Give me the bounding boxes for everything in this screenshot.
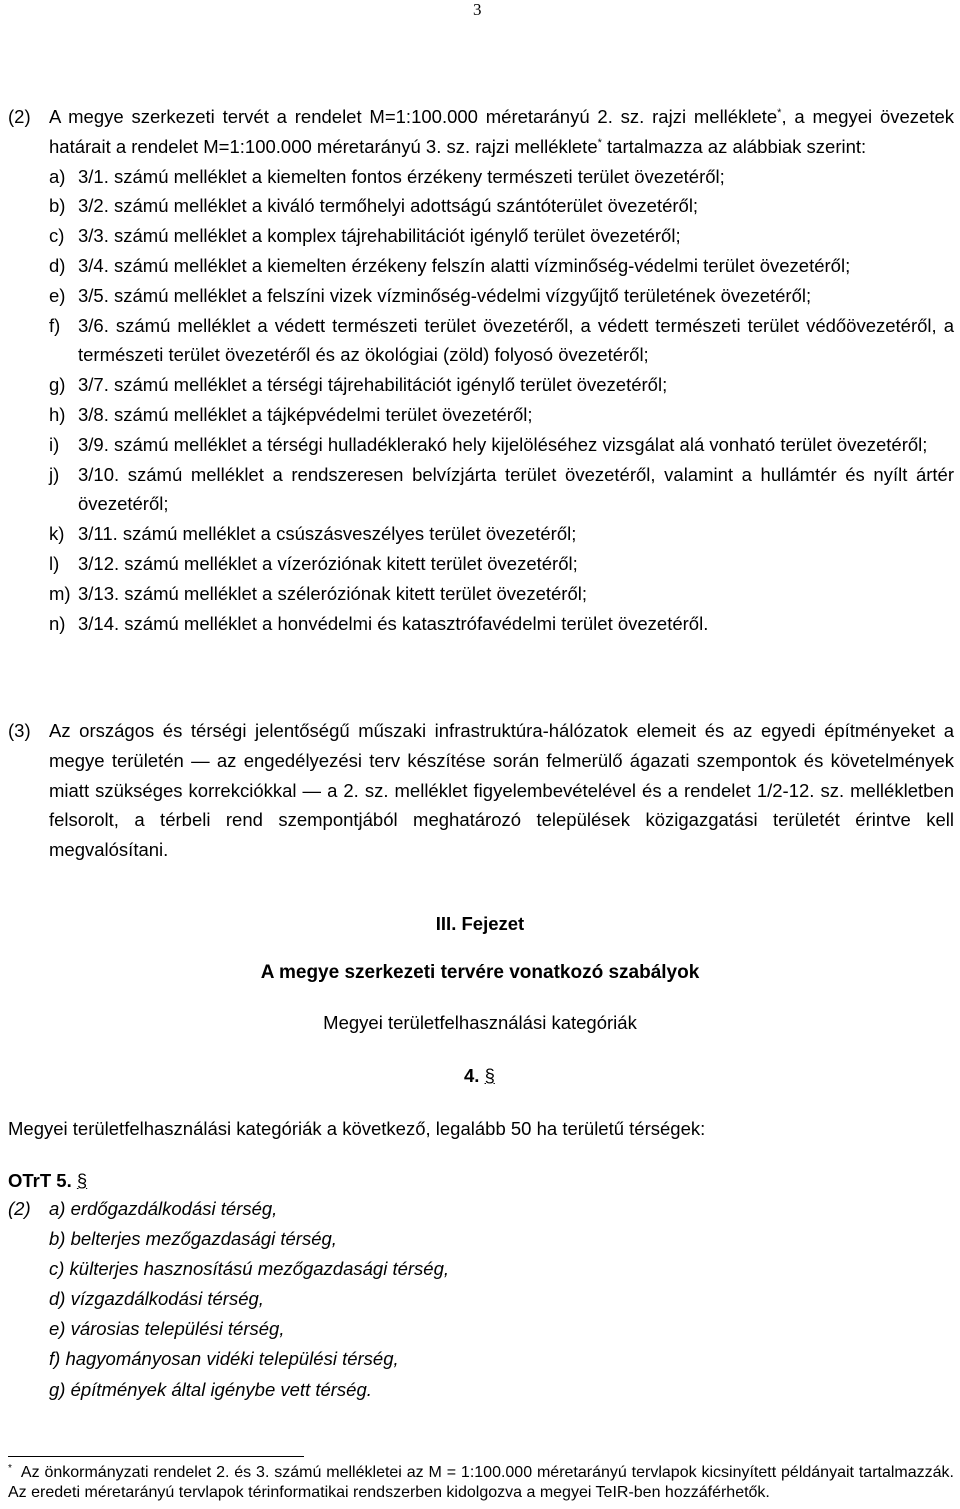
list-item xyxy=(8,1254,449,1284)
item-text: 3/5. számú melléklet a felszíni vizek vízminőség-védelmi vízgyűjtő területének övezetéről; xyxy=(78,284,812,306)
item-label: l) xyxy=(49,552,60,574)
list-item xyxy=(49,191,954,221)
item-text: 3/12. számú melléklet a vízeróziónak kitett terület övezetéről; xyxy=(78,552,578,574)
annex-list xyxy=(49,162,954,639)
chapter-heading: III. Fejezet xyxy=(435,913,525,934)
footnote-mark: * xyxy=(8,1462,12,1474)
footnote-ref[interactable]: * xyxy=(777,106,782,119)
item-label: g) xyxy=(49,374,66,396)
item-label: i) xyxy=(49,433,60,455)
intro-text-a: A megye szerkezeti tervét a rendelet M=1:100.000 méretarányú 2. sz. rajzi melléklete xyxy=(49,106,778,127)
list-item xyxy=(49,430,954,460)
item-label: a) xyxy=(49,165,66,187)
page-number: 3 xyxy=(473,0,482,19)
list-item xyxy=(8,1194,449,1224)
list-item xyxy=(49,460,954,520)
item-text: c) külterjes hasznosítású mezőgazdasági térség, xyxy=(49,1258,450,1280)
item-label: j) xyxy=(49,463,60,485)
list-item xyxy=(8,1224,449,1254)
footnote xyxy=(8,1463,954,1502)
footnote-divider xyxy=(8,1456,304,1457)
paragraph-label: (2) xyxy=(8,106,31,127)
list-item xyxy=(8,1375,449,1405)
item-text: 3/11. számú melléklet a csúszásveszélyes terület övezetéről; xyxy=(78,523,577,545)
item-label xyxy=(8,1224,49,1254)
list-item xyxy=(49,579,954,609)
categories-intro: Megyei területfelhasználási kategóriák a következő, legalább 50 ha területű térségek: xyxy=(8,1118,706,1139)
item-text: g) építmények által igénybe vett térség. xyxy=(49,1378,372,1400)
section-link[interactable]: § xyxy=(484,1065,495,1086)
item-label: d) xyxy=(49,254,66,276)
item-text: 3/3. számú melléklet a komplex tájrehabilitációt igénylő terület övezetéről; xyxy=(78,225,681,247)
item-label: b) xyxy=(49,195,66,217)
footnote-ref[interactable]: * xyxy=(597,136,602,149)
list-item xyxy=(49,400,954,430)
intro-text-c: tartalmazza az alábbiak szerint: xyxy=(601,135,867,157)
intro-text-b: , a megyei övezetek határait a rendelet M=1:100.000 méretarányú 3. sz. rajzi melléklete xyxy=(49,106,955,157)
item-text: b) belterjes mezőgazdasági térség, xyxy=(49,1228,337,1250)
list-item xyxy=(49,370,954,400)
item-label xyxy=(8,1375,49,1405)
item-text: 3/6. számú melléklet a védett természeti terület övezetéről, a védett természeti terület védőövezetéről, a természeti terület övezetéről és az ökológiai (zöld) folyosó övezetéről; xyxy=(78,314,954,366)
category-heading: Megyei területfelhasználási kategóriák xyxy=(323,1012,637,1033)
item-label: n) xyxy=(49,612,66,634)
list-item xyxy=(49,549,954,579)
list-item xyxy=(8,1344,449,1374)
category-list xyxy=(8,1194,449,1405)
otrt-link[interactable]: § xyxy=(76,1170,88,1191)
item-label: e) xyxy=(49,284,66,306)
item-text: 3/14. számú melléklet a honvédelmi és katasztrófavédelmi terület övezetéről. xyxy=(78,612,709,634)
list-item xyxy=(49,311,954,371)
item-label: h) xyxy=(49,403,66,425)
item-label: m) xyxy=(49,582,71,604)
paragraph-2-intro xyxy=(49,102,954,162)
chapter-title: A megye szerkezeti tervére vonatkozó szabályok xyxy=(260,962,700,983)
item-text: 3/4. számú melléklet a kiemelten érzékeny felszín alatti vízminőség-védelmi terület övezetéről; xyxy=(78,254,851,276)
footnote-text: Az önkormányzati rendelet 2. és 3. számú mellékletei az M = 1:100.000 méretarányú tervlapok kicsinyített példányait tartalmazzák. Az eredeti méretarányú tervlapok térinformatikai rendszerben kidolgozva a megyei TeIR-ben hozzáférhetők. xyxy=(8,1464,954,1501)
list-item xyxy=(49,251,954,281)
item-text: 3/2. számú melléklet a kiváló termőhelyi adottságú szántóterület övezetéről; xyxy=(78,195,699,217)
item-text: e) városias települési térség, xyxy=(49,1318,285,1340)
list-item xyxy=(49,281,954,311)
item-label: k) xyxy=(49,523,65,545)
item-text: 3/13. számú melléklet a széleróziónak kitett terület övezetéről; xyxy=(78,582,587,604)
item-text: 3/10. számú melléklet a rendszeresen belvízjárta terület övezetéről, valamint a hullámtér és nyílt ártér övezetéről; xyxy=(78,463,954,515)
list-item xyxy=(8,1314,449,1344)
item-label: f) xyxy=(49,314,61,336)
paragraph-3 xyxy=(8,716,954,865)
section-heading xyxy=(464,1065,495,1087)
otrt-reference xyxy=(8,1170,87,1192)
item-label: c) xyxy=(49,225,65,247)
list-item xyxy=(49,519,954,549)
list-item xyxy=(8,1284,449,1314)
item-text: 3/7. számú melléklet a térségi tájrehabilitációt igénylő terület övezetéről; xyxy=(78,374,668,396)
item-label xyxy=(8,1284,49,1314)
item-label xyxy=(8,1254,49,1284)
item-text: a) erdőgazdálkodási térség, xyxy=(49,1198,278,1219)
item-text: 3/1. számú melléklet a kiemelten fontos érzékeny természeti terület övezetéről; xyxy=(78,165,725,187)
item-label: (2) xyxy=(8,1198,31,1219)
paragraph-3-text: Az országos és térségi jelentőségű műszaki infrastruktúra-hálózatok elemeit és az egyedi építményeket a megye területén — az engedélyezési terv készítése során felmerülő ágazati szempontok és követelmények miatt szükséges korrekciókkal — a 2. sz. melléklet figyelembevételével és a rendelet 1/2-12. sz. mellékletben felsorolt, a térbeli rend szempontjából meghatározó települések közigazgatási területét érintve kell megvalósítani. xyxy=(49,720,954,861)
list-item xyxy=(49,162,954,192)
paragraph-2 xyxy=(8,102,954,638)
list-item xyxy=(49,609,954,639)
item-text: 3/9. számú melléklet a térségi hulladéklerakó hely kijelöléséhez vizsgálat alá vonható terület övezetéről; xyxy=(78,433,928,455)
otrt-label: OTrT 5. xyxy=(8,1170,72,1191)
item-text: d) vízgazdálkodási térség, xyxy=(49,1288,264,1310)
item-label xyxy=(8,1314,49,1344)
item-text: f) hagyományosan vidéki települési térség, xyxy=(49,1348,399,1370)
list-item xyxy=(49,221,954,251)
item-text: 3/8. számú melléklet a tájképvédelmi terület övezetéről; xyxy=(78,403,533,425)
paragraph-label: (3) xyxy=(8,720,31,741)
item-label xyxy=(8,1344,49,1374)
section-number: 4. xyxy=(464,1065,480,1086)
